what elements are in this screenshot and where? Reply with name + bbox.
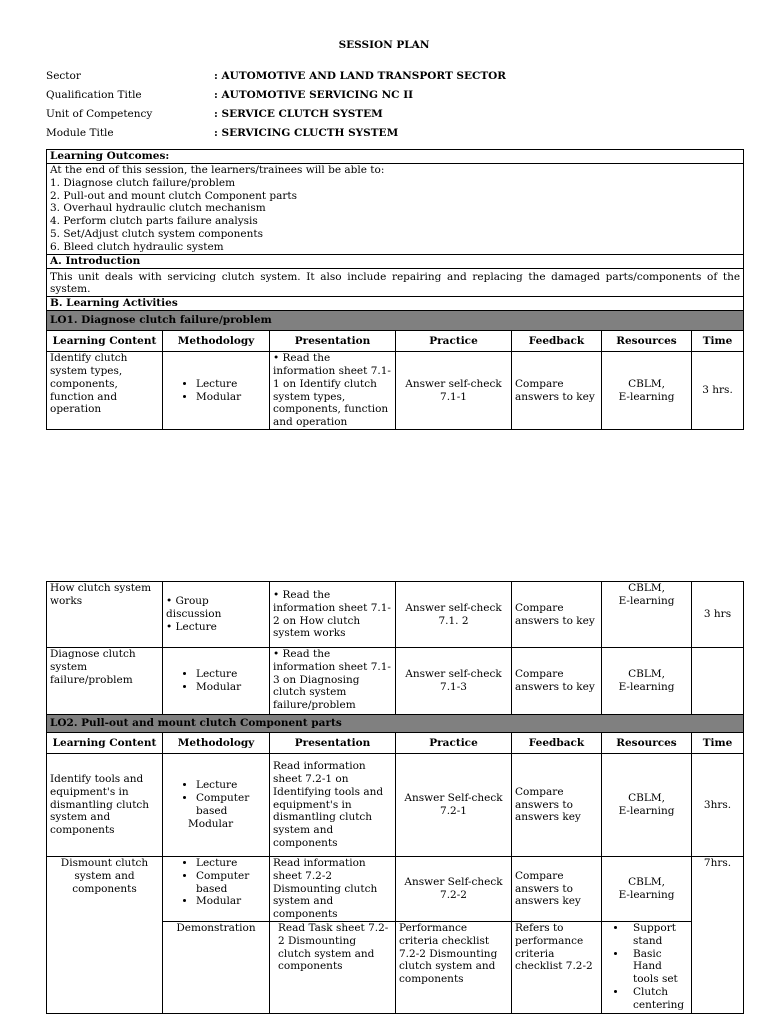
header-resources: Resources <box>602 331 692 352</box>
cell-resources: CBLM, E-learning <box>602 648 692 715</box>
meta-label: Unit of Competency <box>46 108 153 120</box>
header-feedback: Feedback <box>512 331 602 352</box>
resource-item <box>627 922 688 948</box>
method-item: • Modular <box>196 681 266 694</box>
introduction-text: This unit deals with servicing clutch system. It also include repairing and replacing the damaged parts/components of the system. <box>47 268 744 297</box>
cell-time <box>692 648 744 715</box>
header-practice: Practice <box>396 331 512 352</box>
method-item: • Lecture <box>196 378 266 391</box>
learning-outcomes-list <box>47 164 744 255</box>
outcome-item: 2. Pull-out and mount clutch Component parts <box>50 189 297 202</box>
cell-resources: CBLM, E-learning <box>602 857 692 922</box>
method-item: • Lecture <box>196 857 266 870</box>
meta-value: : AUTOMOTIVE AND LAND TRANSPORT SECTOR <box>214 70 507 82</box>
lo2-title: LO2. Pull-out and mount clutch Component parts <box>47 715 744 733</box>
learning-outcomes-heading: Learning Outcomes: <box>47 150 744 164</box>
header-presentation: Presentation <box>270 331 396 352</box>
header-feedback: Feedback <box>512 733 602 754</box>
cell-methodology: Demonstration <box>163 921 270 1013</box>
header-practice: Practice <box>396 733 512 754</box>
session-table-page1 <box>46 149 744 430</box>
outcome-item: 4. Perform clutch parts failure analysis <box>50 215 258 228</box>
meta-sector <box>46 70 726 89</box>
cell-content: How clutch system works <box>47 582 163 648</box>
cell-presentation: • Read the information sheet 7.1-2 on How clutch system works <box>270 582 396 648</box>
cell-methodology <box>163 582 270 648</box>
table-row <box>47 648 744 715</box>
cell-feedback: Compare answers to key <box>512 582 602 648</box>
cell-presentation: Read information sheet 7.2-2 Dismounting clutch system and components <box>270 857 396 922</box>
cell-methodology <box>163 352 270 430</box>
method-item: Modular <box>188 817 234 830</box>
outcome-item: 5. Set/Adjust clutch system components <box>50 227 263 240</box>
table-row <box>47 582 744 648</box>
cell-content: Identify tools and equipment's in dismantling clutch system and components <box>47 754 163 857</box>
table-row <box>47 857 744 922</box>
cell-feedback: Compare answers to key <box>512 352 602 430</box>
cell-practice: Answer Self-check 7.2-1 <box>396 754 512 857</box>
outcome-item: 1. Diagnose clutch failure/problem <box>50 176 236 189</box>
learning-activities-heading: B. Learning Activities <box>47 297 744 311</box>
cell-resources: CBLM, E-learning <box>602 352 692 430</box>
method-item: • Computer based <box>196 870 266 896</box>
method-item: • Modular <box>196 391 266 404</box>
page-title: SESSION PLAN <box>338 39 430 51</box>
cell-methodology <box>163 754 270 857</box>
meta-qualification <box>46 89 726 108</box>
cell-content: Dismount clutch system and components <box>47 857 163 1014</box>
resource-item <box>627 986 688 1012</box>
cell-feedback: Compare answers to answers key <box>512 754 602 857</box>
cell-feedback: Compare answers to key <box>512 648 602 715</box>
resource-item <box>627 948 688 986</box>
cell-time: 3 hrs <box>692 582 744 648</box>
meta-label: Module Title <box>46 127 114 139</box>
method-item: • Computer based <box>196 792 266 818</box>
header-learning-content: Learning Content <box>47 733 163 754</box>
cell-practice: Answer self-check 7.1. 2 <box>396 582 512 648</box>
header-resources: Resources <box>602 733 692 754</box>
cell-time: 3 hrs. <box>692 352 744 430</box>
cell-resources: CBLM, E-learning <box>602 582 692 648</box>
cell-methodology <box>163 857 270 922</box>
meta-label: Qualification Title <box>46 89 142 101</box>
introduction-heading: A. Introduction <box>47 254 744 268</box>
cell-resources: CBLM, E-learning <box>602 754 692 857</box>
method-item: • Lecture <box>196 779 266 792</box>
outcome-item: 3. Overhaul hydraulic clutch mechanism <box>50 202 266 215</box>
cell-content: Identify clutch system types, components, function and operation <box>47 352 163 430</box>
cell-practice: Performance criteria checklist 7.2-2 Dismounting clutch system and components <box>396 921 512 1013</box>
cell-presentation: • Read the information sheet 7.1-1 on Identify clutch system types, components, function and operation <box>270 352 396 430</box>
meta-unit <box>46 108 726 127</box>
method-item: • Lecture <box>196 668 266 681</box>
header-time: Time <box>692 331 744 352</box>
meta-value: : SERVICE CLUTCH SYSTEM <box>214 108 383 120</box>
cell-resources <box>602 921 692 1013</box>
cell-presentation: • Read the information sheet 7.1-3 on Diagnosing clutch system failure/problem <box>270 648 396 715</box>
cell-time: 7hrs. <box>692 857 744 1014</box>
session-table-page2 <box>46 581 744 1014</box>
cell-feedback: Compare answers to answers key <box>512 857 602 922</box>
outcome-item: 6. Bleed clutch hydraulic system <box>50 240 224 253</box>
table-row <box>47 754 744 857</box>
method-item: • Group discussion <box>166 595 222 621</box>
cell-practice: Answer self-check 7.1-3 <box>396 648 512 715</box>
header-presentation: Presentation <box>270 733 396 754</box>
header-methodology: Methodology <box>163 733 270 754</box>
table-row <box>47 352 744 430</box>
cell-practice: Answer Self-check 7.2-2 <box>396 857 512 922</box>
meta-label: Sector <box>46 70 81 82</box>
method-item: • Modular <box>196 895 266 908</box>
cell-presentation: Read information sheet 7.2-1 on Identifying tools and equipment's in dismantling clutch system and components <box>270 754 396 857</box>
cell-time: 3hrs. <box>692 754 744 857</box>
meta-value: : SERVICING CLUCTH SYSTEM <box>214 127 399 139</box>
meta-module <box>46 127 726 146</box>
cell-content: Diagnose clutch system failure/problem <box>47 648 163 715</box>
resource-label: • Clutch centering <box>633 985 685 1011</box>
header-methodology: Methodology <box>163 331 270 352</box>
cell-practice: Answer self-check 7.1-1 <box>396 352 512 430</box>
lo1-title: LO1. Diagnose clutch failure/problem <box>47 311 744 331</box>
resource-label: • Support stand <box>633 921 676 947</box>
method-item: • Lecture <box>166 620 217 633</box>
header-learning-content: Learning Content <box>47 331 163 352</box>
learning-outcomes-intro: At the end of this session, the learners/trainees will be able to: <box>50 164 385 176</box>
cell-presentation: Read Task sheet 7.2-2 Dismounting clutch system and components <box>270 921 396 1013</box>
cell-methodology <box>163 648 270 715</box>
resource-label: • Basic Hand tools set <box>633 947 678 986</box>
meta-value: : AUTOMOTIVE SERVICING NC II <box>214 89 414 101</box>
header-time: Time <box>692 733 744 754</box>
cell-feedback: Refers to performance criteria checklist 7.2-2 <box>512 921 602 1013</box>
